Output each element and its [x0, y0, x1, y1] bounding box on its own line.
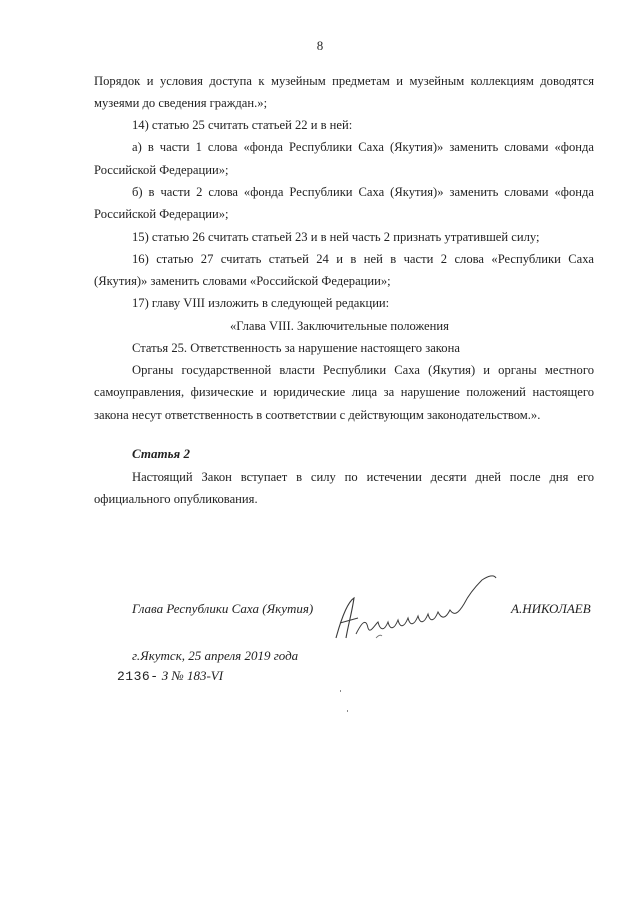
- signatory-name: А.НИКОЛАЕВ: [511, 601, 591, 616]
- scan-speck: [340, 690, 341, 692]
- text-line: Органы государственной власти Республики Саха (Якутия) и органы местного: [132, 363, 594, 377]
- text-line: 16) статью 27 считать статьей 24 и в ней в части 2 слова «Республики Саха: [132, 252, 594, 266]
- registration-number: [117, 668, 223, 684]
- article-title: Статья 25. Ответственность за нарушение настоящего закона: [132, 341, 460, 355]
- text-line: Порядок и условия доступа к музейным предметам и музейным коллекциям доводятся: [94, 74, 594, 88]
- text-line: закона несут ответственность в соответствии с действующим законодательством.».: [94, 408, 541, 422]
- page-number: 8: [316, 38, 324, 53]
- text-line: (Якутия)» заменить словами «Российской Федерации»;: [94, 274, 391, 288]
- text-line: музеями до сведения граждан.»;: [94, 96, 268, 110]
- signatory-title: Глава Республики Саха (Якутия): [132, 601, 314, 616]
- text-line: 14) статью 25 считать статьей 22 и в ней:: [132, 118, 353, 132]
- chapter-heading: «Глава VIII. Заключительные положения: [230, 319, 449, 333]
- text-line: а) в части 1 слова «фонда Республики Саха (Якутия)» заменить словами «фонда: [132, 140, 594, 154]
- text-line: Российской Федерации»;: [94, 207, 229, 221]
- text-line: Настоящий Закон вступает в силу по истечении десяти дней после дня его: [132, 470, 594, 484]
- place-and-date: г.Якутск, 25 апреля 2019 года: [132, 648, 299, 663]
- handwritten-signature: [318, 568, 508, 658]
- text-line: Российской Федерации»;: [94, 163, 229, 177]
- registration-prefix: 2136-: [117, 669, 159, 684]
- article-2-heading: Статья 2: [132, 446, 190, 461]
- scan-speck: [347, 710, 348, 712]
- text-line: самоуправления, физические и юридические лица за нарушение положений настоящего: [94, 385, 594, 399]
- text-line: 17) главу VIII изложить в следующей редакции:: [132, 296, 390, 310]
- registration-suffix: З № 183-VI: [161, 668, 224, 683]
- text-line: б) в части 2 слова «фонда Республики Саха (Якутия)» заменить словами «фонда: [132, 185, 594, 199]
- text-line: официального опубликования.: [94, 492, 258, 506]
- text-line: 15) статью 26 считать статьей 23 и в ней часть 2 признать утратившей силу;: [132, 230, 540, 244]
